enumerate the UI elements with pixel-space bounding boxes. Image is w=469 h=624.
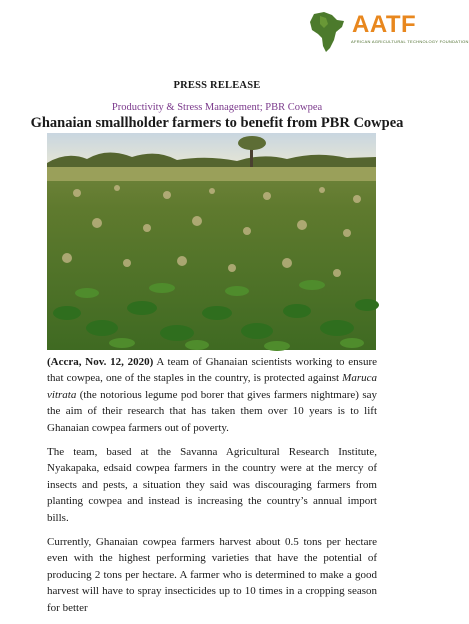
category-line: Productivity & Stress Management; PBR Cowpea — [111, 102, 323, 113]
paragraph-2: The team, based at the Savanna Agricultural Research Institute, Nyakapaka, edsaid cowpea farmers in the country were at the mercy of insects and pests, a situation they said was discouraging farmers from planting cowpea and instead is increasing the country’s annual import bills. — [47, 446, 377, 524]
paragraph-1 — [47, 354, 377, 436]
logo-tagline: AFRICAN AGRICULTURAL TECHNOLOGY FOUNDATION — [351, 39, 469, 44]
cowpea-field-photo — [47, 133, 376, 350]
paragraph-1-text-b: (the notorious legume pod borer that gives farmers nightmare) say the aim of their research that has taken them over 10 years is to lift Ghanaian cowpea farmers out of poverty. — [47, 388, 377, 434]
dateline: (Accra, Nov. 12, 2020) — [47, 356, 154, 368]
article-body — [47, 354, 377, 624]
headline: Ghanaian smallholder farmers to benefit from PBR Cowpea — [30, 115, 404, 131]
press-release-label: PRESS RELEASE — [173, 80, 261, 91]
pest-name: Maruca vitrata — [47, 372, 377, 401]
logo-wordmark: AATF — [352, 11, 417, 38]
paragraph-1-text-a: A team of Ghanaian scientists working to ensure that cowpea, one of the staples in the country, is protected against — [47, 356, 377, 385]
paragraph-3: Currently, Ghanaian cowpea farmers harvest about 0.5 tons per hectare even with the highest performing varieties that have the potential of producing 2 tons per hectare. A farmer who is determined to make a good harvest will have to spray insecticides up to 10 times in a cropping season for better — [47, 536, 377, 614]
